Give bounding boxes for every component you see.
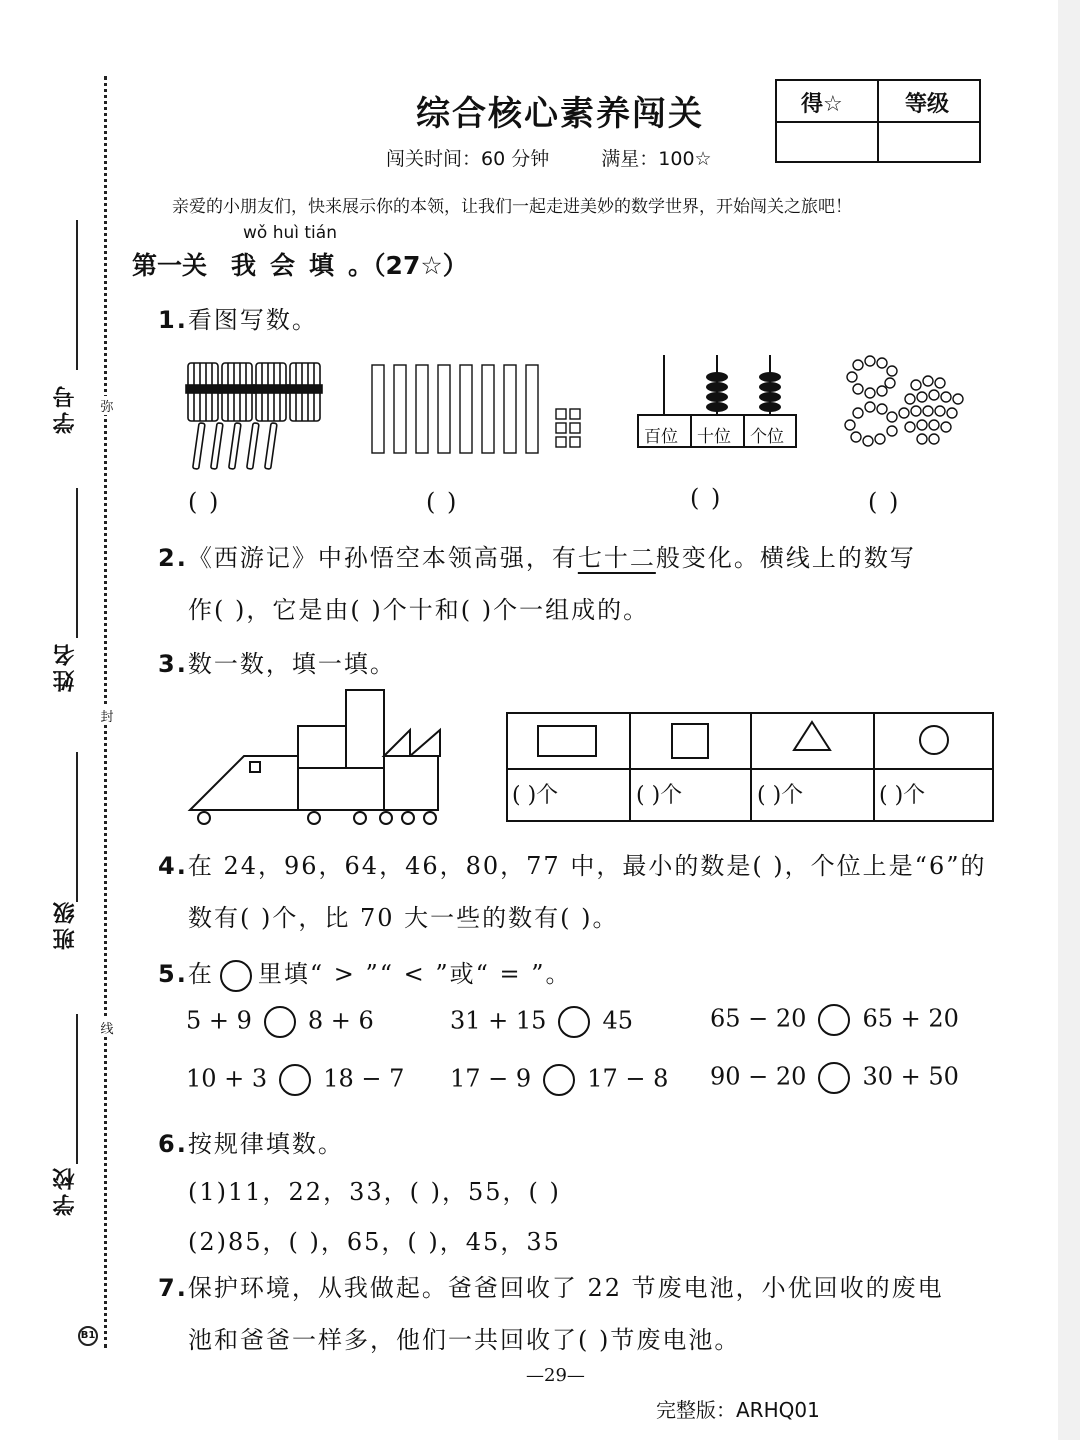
q3-text: 数一数，填一填。 xyxy=(187,650,396,678)
q1-prompt xyxy=(158,300,318,335)
label-class: 班级 xyxy=(53,898,78,950)
q7-text-1: 保护环境，从我做起。爸爸回收了 22 节废电池，小优回收的废电 xyxy=(187,1274,944,1302)
seal-char-mi: 弥 xyxy=(96,396,118,415)
ten-rods-figure xyxy=(372,365,580,453)
student-id-line xyxy=(76,220,78,370)
compare-item xyxy=(186,1006,374,1038)
compare-right: 17 − 8 xyxy=(587,1064,669,1093)
score-stars-label: 得☆ xyxy=(801,92,843,117)
label-name: 姓名 xyxy=(53,640,78,692)
compare-right: 45 xyxy=(602,1006,633,1035)
stick-bundles-figure xyxy=(186,363,322,469)
circle-count-blank[interactable]: ( )个 xyxy=(879,783,926,808)
exam-info xyxy=(386,144,758,171)
compare-right: 8 + 6 xyxy=(307,1006,374,1035)
full-score: 满星：100☆ xyxy=(601,148,712,170)
rectangle-count-blank[interactable]: ( )个 xyxy=(512,783,559,808)
triangle-icon xyxy=(794,722,830,750)
version-code: 完整版：ARHQ01 xyxy=(656,1398,820,1422)
score-box-hline xyxy=(777,121,979,123)
counting-circles-figure xyxy=(845,356,963,446)
compare-left: 10 + 3 xyxy=(186,1064,268,1093)
q7-line1 xyxy=(158,1268,944,1303)
place-label-hundreds: 百位 xyxy=(644,427,678,447)
scan-edge xyxy=(1058,0,1080,1440)
q4-line2[interactable]: 数有( )个，比 70 大一些的数有( )。 xyxy=(188,904,619,932)
page-title: 综合核心素养闯关 xyxy=(416,94,704,134)
compare-left: 31 + 15 xyxy=(450,1006,547,1035)
compare-item xyxy=(186,1064,404,1096)
section-level: 第一关 xyxy=(132,251,208,280)
label-student-id: 学号 xyxy=(53,382,78,434)
section-heading xyxy=(132,246,468,282)
q2-number: 2. xyxy=(158,544,188,572)
q5-text-pre: 在 xyxy=(187,960,214,988)
q7-number: 7. xyxy=(158,1274,188,1302)
compare-left: 5 + 9 xyxy=(186,1006,252,1035)
shape-icons xyxy=(508,714,996,768)
compare-item xyxy=(710,1062,959,1094)
score-box xyxy=(775,79,981,163)
compare-item xyxy=(450,1064,668,1096)
q2-line1 xyxy=(158,538,916,573)
q4-line1[interactable] xyxy=(158,846,986,881)
q5-number: 5. xyxy=(158,960,188,988)
q1-number: 1. xyxy=(158,306,188,334)
q6-text: 按规律填数。 xyxy=(187,1130,344,1158)
compare-circle[interactable] xyxy=(543,1064,575,1096)
q2-line2[interactable]: 作( )，它是由( )个十和( )个一组成的。 xyxy=(188,596,650,624)
seal-char-xian: 线 xyxy=(96,1018,118,1037)
q6-part2[interactable]: (2)85，( )，65，( )，45，35 xyxy=(188,1228,561,1256)
q5-prompt xyxy=(158,954,572,992)
q6-part1[interactable]: (1)11，22，33，( )，55，( ) xyxy=(188,1178,561,1206)
compare-circle[interactable] xyxy=(279,1064,311,1096)
q4-number: 4. xyxy=(158,852,188,880)
compare-circle[interactable] xyxy=(818,1004,850,1036)
circle-icon xyxy=(920,726,948,754)
section-pinyin: wǒ huì tián xyxy=(243,223,337,243)
q1-blank-2[interactable]: ( ) xyxy=(426,488,459,516)
q6-prompt xyxy=(158,1124,344,1159)
compare-item xyxy=(450,1006,633,1038)
q1-blank-4[interactable]: ( ) xyxy=(868,488,901,516)
seal-char-feng: 封 xyxy=(96,706,118,725)
compare-circle[interactable] xyxy=(818,1062,850,1094)
q6-number: 6. xyxy=(158,1130,188,1158)
page-number: —29— xyxy=(526,1365,585,1386)
train-shapes-figure xyxy=(186,686,446,826)
q1-text: 看图写数。 xyxy=(187,306,318,334)
q1-figures xyxy=(180,355,980,475)
name-line xyxy=(76,488,78,638)
place-label-tens: 十位 xyxy=(697,427,731,447)
place-label-ones: 个位 xyxy=(750,427,784,447)
label-school: 学校 xyxy=(53,1164,78,1216)
section-points: （27☆） xyxy=(373,251,468,280)
q4-text-1[interactable]: 在 24，96，64，46，80，77 中，最小的数是( )，个位上是“6”的 xyxy=(187,852,987,880)
q2-text-b: 般变化。横线上的数写 xyxy=(655,544,916,572)
compare-circle[interactable] xyxy=(264,1006,296,1038)
compare-circle[interactable] xyxy=(558,1006,590,1038)
class-line xyxy=(76,752,78,902)
rectangle-icon xyxy=(538,726,596,756)
compare-left: 90 − 20 xyxy=(710,1062,807,1091)
section-name: 我会填 xyxy=(231,251,349,280)
compare-left: 65 − 20 xyxy=(710,1004,807,1033)
school-line xyxy=(76,1014,78,1164)
q1-blank-1[interactable]: ( ) xyxy=(188,488,221,516)
circle-symbol-icon xyxy=(220,960,252,992)
triangle-count-blank[interactable]: ( )个 xyxy=(757,783,804,808)
q7-line2[interactable]: 池和爸爸一样多，他们一共回收了( )节废电池。 xyxy=(188,1326,741,1354)
q3-prompt xyxy=(158,644,396,679)
shape-count-table xyxy=(506,712,994,822)
q1-blank-3[interactable]: ( ) xyxy=(690,484,723,512)
compare-left: 17 − 9 xyxy=(450,1064,532,1093)
intro-text: 亲爱的小朋友们，快来展示你的本领，让我们一起走进美妙的数学世界，开始闯关之旅吧！ xyxy=(172,197,852,217)
q5-text-post: 里填“ > ”“ < ”或“ = ”。 xyxy=(257,960,572,988)
q3-number: 3. xyxy=(158,650,188,678)
compare-right: 18 − 7 xyxy=(323,1064,405,1093)
section-dot: 。 xyxy=(348,251,374,280)
compare-right: 65 + 20 xyxy=(862,1004,959,1033)
page-badge: B1 xyxy=(78,1326,98,1346)
time-limit: 闯关时间：60 分钟 xyxy=(386,148,550,170)
square-count-blank[interactable]: ( )个 xyxy=(636,783,683,808)
compare-item xyxy=(710,1004,959,1036)
q2-underlined-number: 七十二 xyxy=(577,544,656,572)
compare-right: 30 + 50 xyxy=(862,1062,959,1091)
q2-text-a: 《西游记》中孙悟空本领高强，有 xyxy=(187,544,578,572)
square-icon xyxy=(672,724,708,758)
grade-label: 等级 xyxy=(905,92,950,117)
table-row-divider xyxy=(508,768,992,770)
